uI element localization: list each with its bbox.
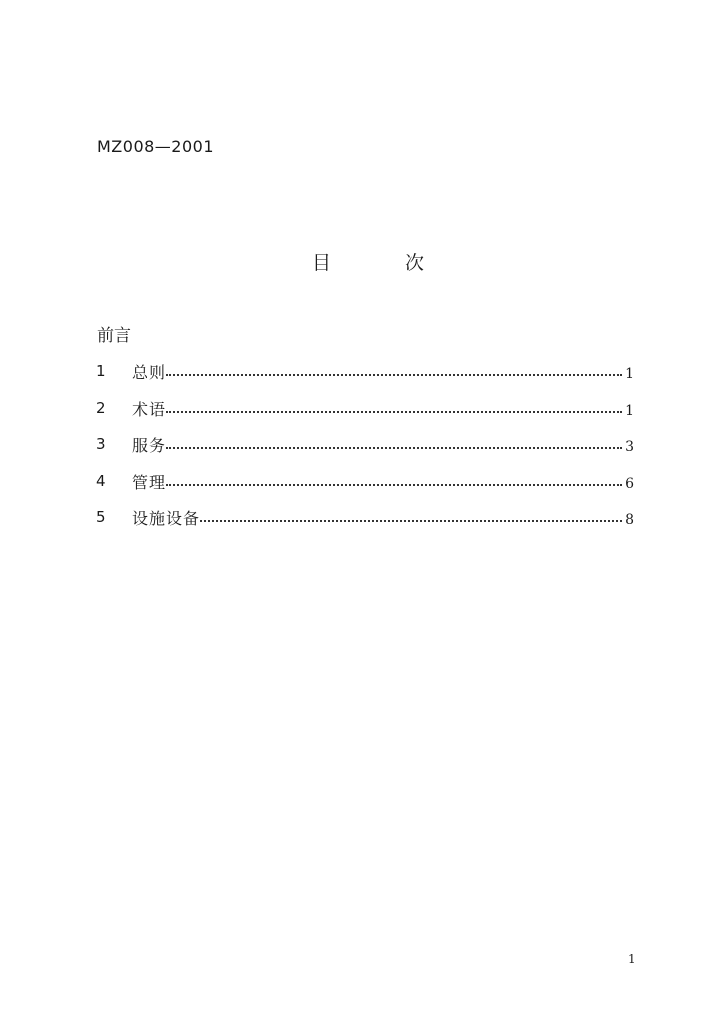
toc-leader-dots (200, 506, 622, 522)
toc-leader-dots (166, 360, 622, 376)
toc-list (94, 360, 634, 543)
toc-entry-number: 3 (96, 435, 106, 453)
toc-entry-number: 2 (96, 398, 106, 417)
toc-entry-label: 设施设备 (132, 509, 201, 528)
toc-entry-page: 6 (625, 475, 634, 492)
toc-entry-5 (94, 506, 634, 543)
toc-entry-1 (94, 360, 634, 397)
toc-entry-3 (94, 433, 634, 470)
toc-leader-dots (166, 470, 622, 486)
standard-code: MZ008—2001 (97, 137, 215, 156)
toc-entry-page: 8 (625, 512, 634, 528)
toc-leader-dots (166, 433, 622, 449)
toc-entry-page: 3 (625, 439, 634, 455)
toc-entry-label: 管理 (132, 472, 167, 492)
toc-entry-number: 4 (96, 471, 106, 490)
toc-entry-label: 术语 (132, 399, 167, 419)
toc-entry-label: 服务 (132, 436, 167, 455)
toc-leader-dots (166, 397, 622, 413)
toc-entry-label: 总则 (132, 363, 167, 382)
toc-title-char-2: 次 (405, 252, 425, 274)
page-number: 1 (628, 952, 636, 966)
toc-entry-2 (94, 397, 634, 434)
toc-entry-page: 1 (625, 366, 634, 382)
toc-entry-number: 1 (96, 362, 106, 380)
toc-entry-page: 1 (625, 402, 634, 419)
toc-entry-4 (94, 470, 634, 507)
toc-title-char-1: 目 (312, 252, 332, 274)
toc-preface: 前言 (97, 326, 131, 346)
toc-entry-number: 5 (96, 508, 106, 526)
